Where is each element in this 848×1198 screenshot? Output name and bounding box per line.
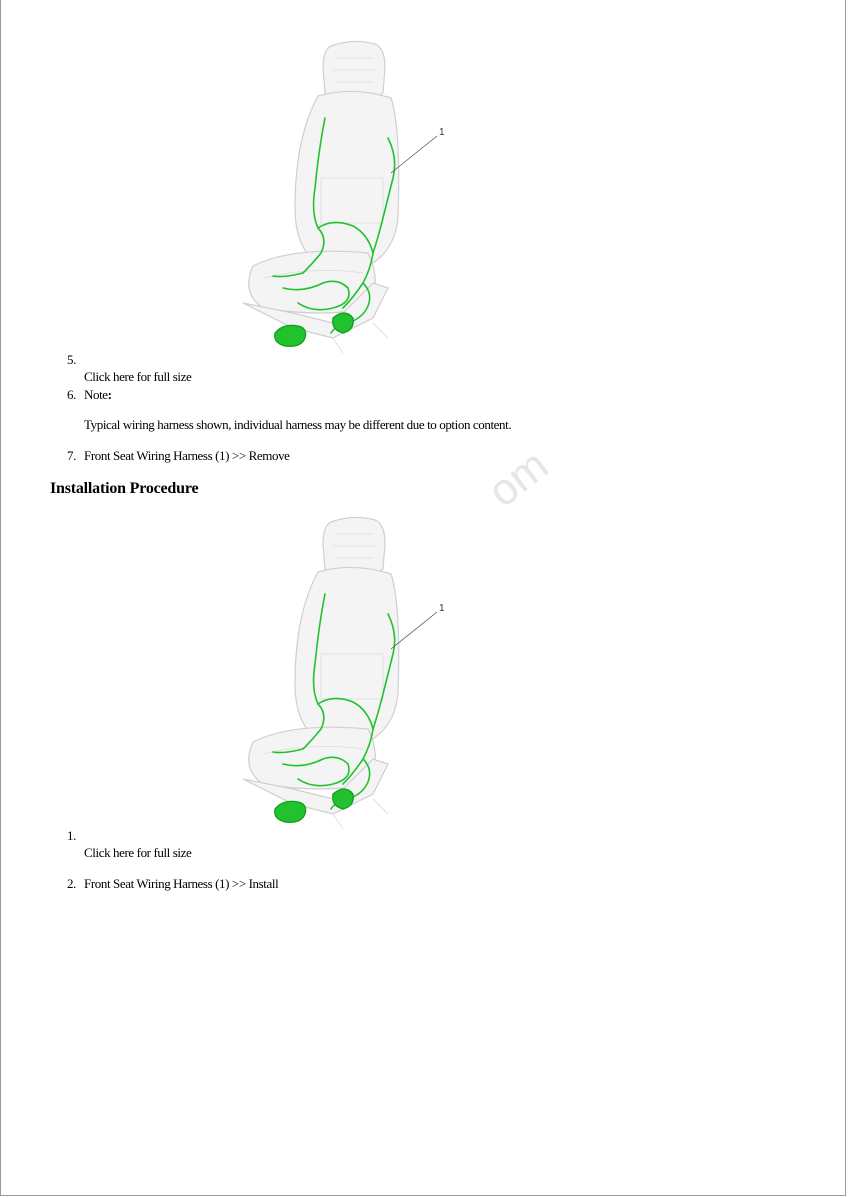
note-text: Typical wiring harness shown, individual harness may be different due to option content.	[84, 417, 512, 432]
watermark-text: om	[479, 440, 558, 517]
note-heading	[84, 387, 112, 403]
full-size-link[interactable]: Click here for full size	[84, 369, 192, 384]
list-number: 6.	[67, 387, 76, 402]
seat-wiring-harness-illustration[interactable]	[223, 38, 453, 353]
step-text: Front Seat Wiring Harness (1) >> Remove	[84, 448, 290, 463]
section-heading: Installation Procedure	[50, 480, 199, 497]
step-text: Front Seat Wiring Harness (1) >> Install	[84, 876, 279, 891]
note-colon: :	[107, 387, 112, 402]
callout-number: 1	[439, 603, 445, 614]
seat-wiring-harness-illustration[interactable]	[223, 514, 453, 829]
list-number: 1.	[67, 828, 76, 843]
note-label: Note	[84, 387, 108, 402]
list-number: 7.	[67, 448, 76, 463]
callout-number: 1	[439, 127, 445, 138]
list-number: 2.	[67, 876, 76, 891]
full-size-link[interactable]: Click here for full size	[84, 845, 192, 860]
list-number: 5.	[67, 352, 76, 367]
